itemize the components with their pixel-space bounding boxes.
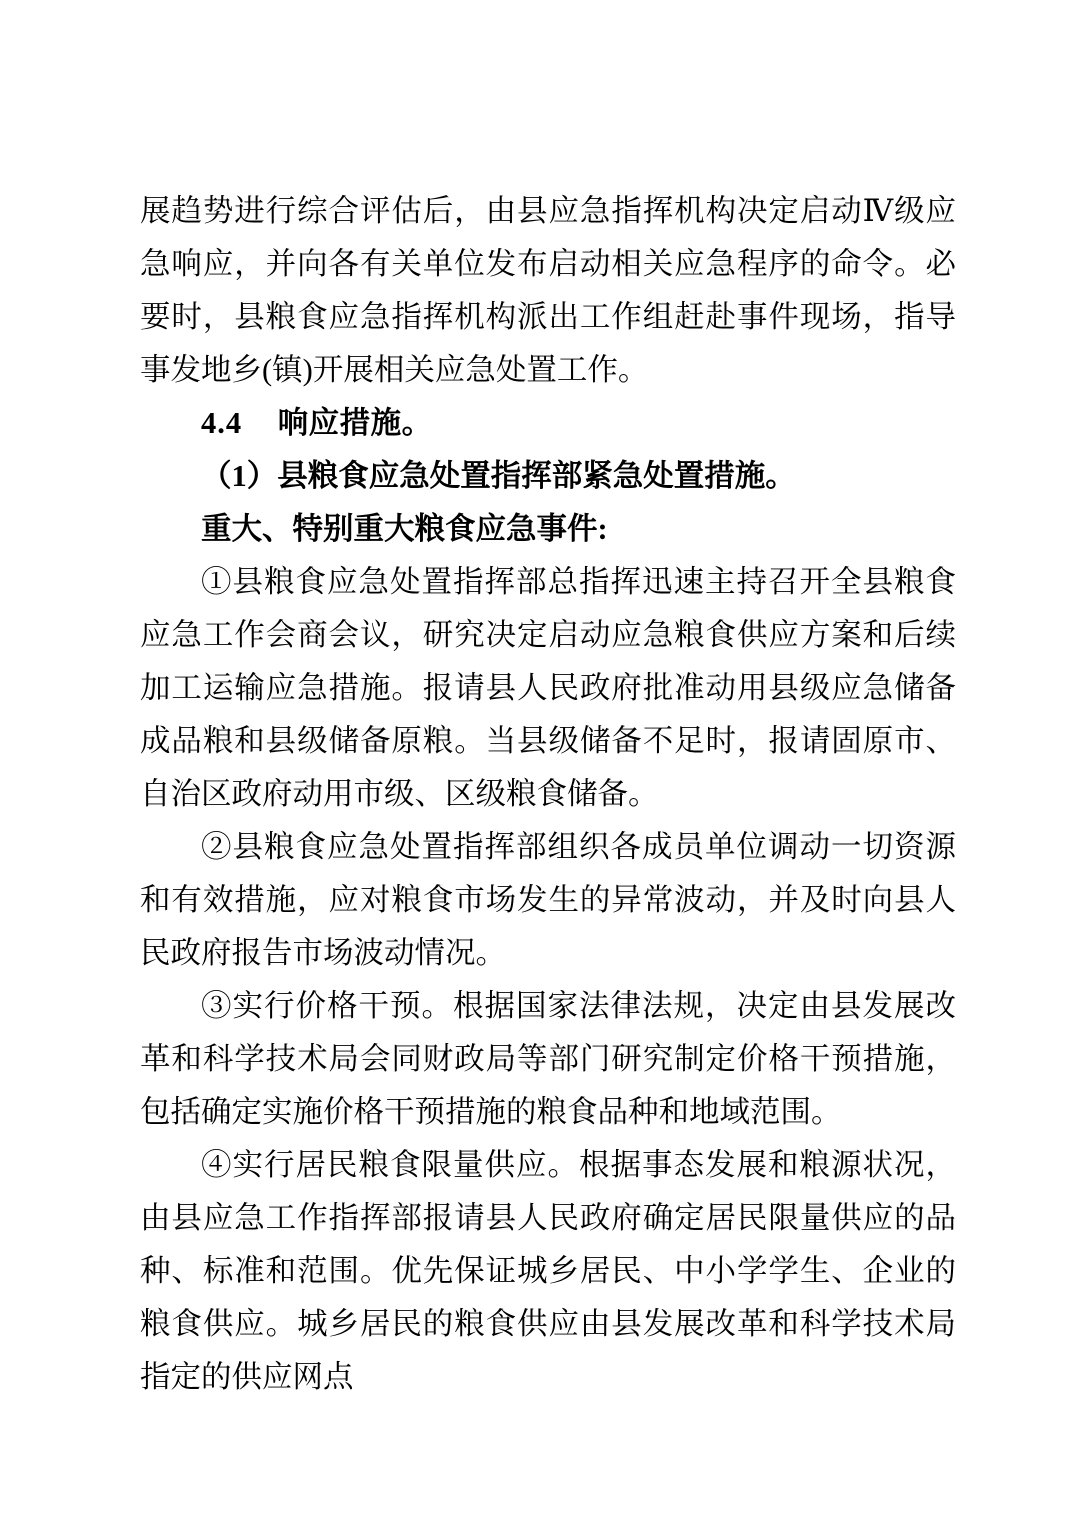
section-heading-4-4	[140, 397, 956, 450]
section-number: 4.4	[201, 406, 243, 440]
list-item-1: ①县粮食应急处置指挥部总指挥迅速主持召开全县粮食应急工作会商会议，研究决定启动应急粮食供应方案和后续加工运输应急措施。报请县人民政府批准动用县级应急储备成品粮和县级储备原粮。当县级储备不足时，报请固原市、自治区政府动用市级、区级粮食储备。	[140, 565, 956, 811]
bold-lead-major-events: 重大、特别重大粮食应急事件:	[201, 512, 608, 546]
section-heading-label: 响应措施。	[277, 406, 433, 440]
list-item-4: ④实行居民粮食限量供应。根据事态发展和粮源状况，由县应急工作指挥部报请县人民政府确定居民限量供应的品种、标准和范围。优先保证城乡居民、中小学学生、企业的粮食供应。城乡居民的粮食供应由县发展改革和科学技术局指定的供应网点	[140, 1148, 956, 1394]
document-body	[140, 185, 956, 1404]
sub-heading-1: （1）县粮食应急处置指挥部紧急处置措施。	[201, 459, 796, 493]
paragraph-continued: 展趋势进行综合评估后，由县应急指挥机构决定启动Ⅳ级应急响应，并向各有关单位发布启动相关应急程序的命令。必要时，县粮食应急指挥机构派出工作组赶赴事件现场，指导事发地乡(镇)开展相关应急处置工作。	[140, 194, 956, 387]
list-item-2: ②县粮食应急处置指挥部组织各成员单位调动一切资源和有效措施，应对粮食市场发生的异常波动，并及时向县人民政府报告市场波动情况。	[140, 830, 956, 970]
list-item-3: ③实行价格干预。根据国家法律法规，决定由县发展改革和科学技术局会同财政局等部门研究制定价格干预措施，包括确定实施价格干预措施的粮食品种和地域范围。	[140, 989, 956, 1129]
